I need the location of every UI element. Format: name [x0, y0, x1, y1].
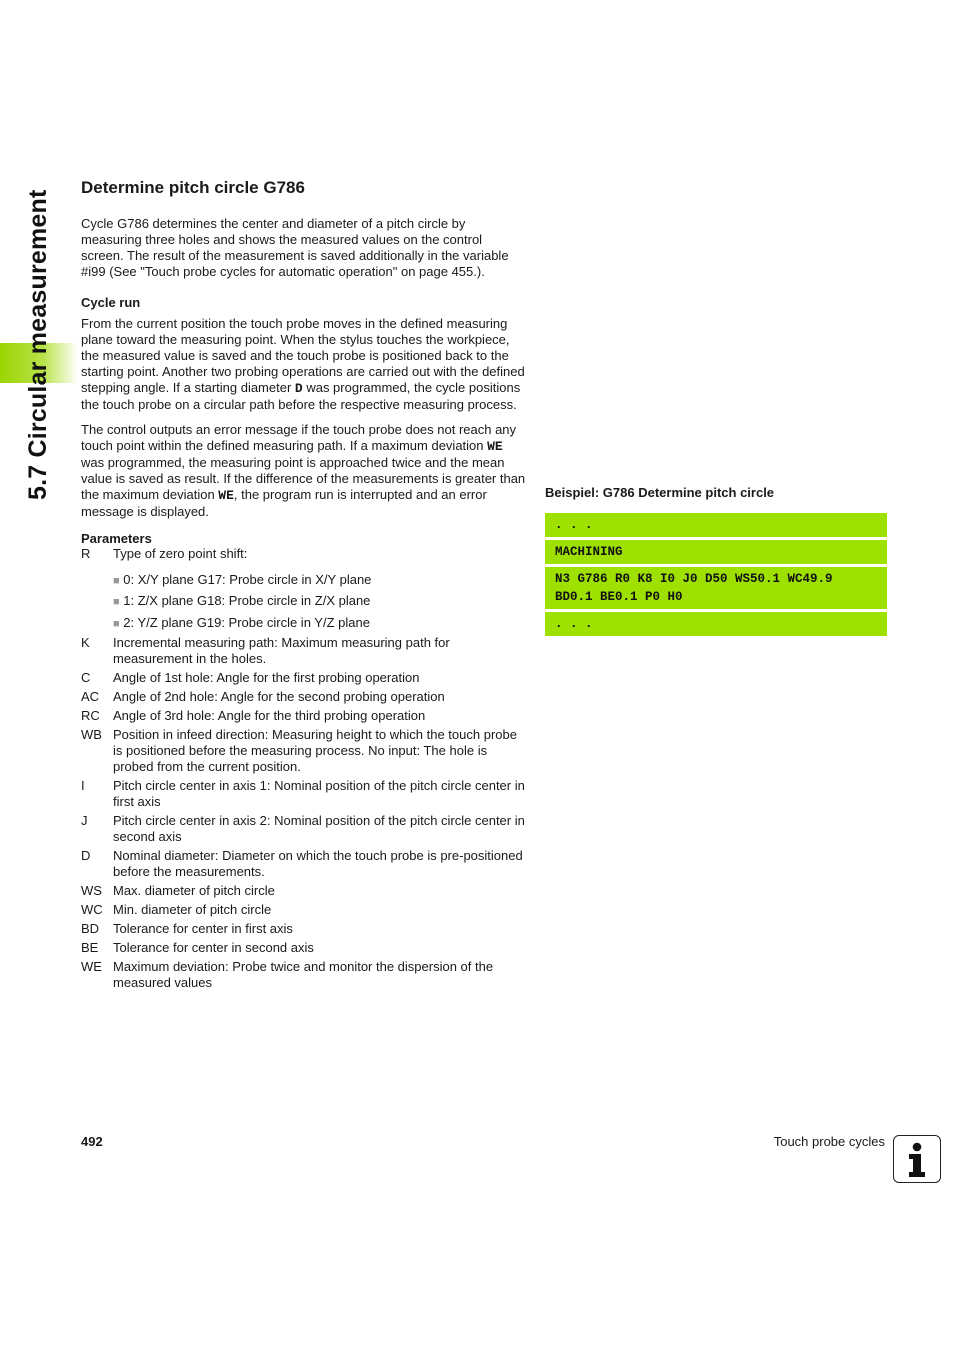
param-desc: Min. diameter of pitch circle	[113, 902, 272, 917]
bullet-square-icon: ■	[113, 618, 120, 630]
param-row-wc	[81, 902, 527, 918]
code-we-1: WE	[487, 439, 503, 454]
param-row-wb	[81, 727, 527, 775]
param-row-k	[81, 635, 527, 667]
param-desc: Tolerance for center in first axis	[113, 921, 293, 936]
param-desc: Incremental measuring path: Maximum measuring path for measurement in the holes.	[113, 635, 450, 666]
cycle-run-paragraph-2	[81, 422, 527, 520]
param-key: R	[81, 546, 91, 561]
param-desc: Angle of 2nd hole: Angle for the second probing operation	[113, 689, 445, 704]
code-line: MACHINING	[545, 540, 887, 564]
param-desc: Pitch circle center in axis 1: Nominal position of the pitch circle center in first axis	[113, 778, 525, 809]
main-text-column	[81, 216, 527, 991]
param-desc: Tolerance for center in second axis	[113, 940, 314, 955]
code-d: D	[294, 381, 303, 396]
param-row-c	[81, 670, 527, 686]
bullet-square-icon: ■	[113, 575, 120, 587]
param-row-ws	[81, 883, 527, 899]
param-desc: Maximum deviation: Probe twice and monitor the dispersion of the measured values	[113, 959, 494, 990]
param-row-i	[81, 778, 527, 810]
cycle-run-p1-text-b: was programmed, the cycle positions the touch probe on a circular path before the respective measuring process.	[81, 380, 521, 412]
param-desc: Type of zero point shift:	[113, 546, 248, 561]
chapter-title-vertical: 5.7 Circular measurement	[24, 189, 52, 500]
code-line: N3 G786 R0 K8 I0 J0 D50 WS50.1 WC49.9 BD0.1 BE0.1 P0 H0	[545, 567, 887, 609]
param-row-rc	[81, 708, 527, 724]
param-desc: Angle of 3rd hole: Angle for the third probing operation	[113, 708, 426, 723]
param-key: K	[81, 635, 90, 650]
param-row-j	[81, 813, 527, 845]
r-option-0	[81, 572, 527, 589]
param-key: WB	[81, 727, 102, 742]
param-key: C	[81, 670, 91, 685]
param-key: BE	[81, 940, 99, 955]
r-option-text: 0: X/Y plane G17: Probe circle in X/Y plane	[123, 572, 372, 587]
example-code-block	[545, 513, 887, 639]
section-heading: Determine pitch circle G786	[81, 178, 305, 197]
r-option-text: 1: Z/X plane G18: Probe circle in Z/X plane	[123, 593, 371, 608]
cycle-run-p2-text-c: , the program run is interrupted and an error message is displayed.	[81, 487, 487, 519]
parameters-title: Parameters	[81, 531, 152, 546]
param-key: AC	[81, 689, 100, 704]
param-key: WC	[81, 902, 103, 917]
parameter-list	[81, 635, 527, 991]
cycle-run-p1-text-a: From the current position the touch probe moves in the defined measuring plane toward the measuring point. When the stylus touches the workpiece, the measured value is saved and the touch probe is positioned back to the starting point. Another two probing operations are carried out with the defined stepping angle. If a starting diameter	[81, 316, 525, 395]
param-row-bd	[81, 921, 527, 937]
param-desc: Pitch circle center in axis 2: Nominal position of the pitch circle center in second axis	[113, 813, 525, 844]
r-option-1	[81, 593, 527, 610]
param-key: I	[81, 778, 85, 793]
code-line: . . .	[545, 513, 887, 537]
param-desc: Max. diameter of pitch circle	[113, 883, 275, 898]
cycle-run-paragraph-1	[81, 316, 527, 413]
code-line: . . .	[545, 612, 887, 636]
footer-section-title: Touch probe cycles	[773, 1134, 885, 1149]
cycle-run-p2-text-b: was programmed, the measuring point is approached twice and the mean value is saved as result. If the difference of the measurements is greater than the maximum deviation	[81, 455, 526, 502]
param-key: BD	[81, 921, 100, 936]
page-number: 492	[81, 1134, 103, 1149]
param-key: D	[81, 848, 91, 863]
cycle-run-p2-text-a: The control outputs an error message if the touch probe does not reach any touch point within the defined measuring path. If a maximum deviation	[81, 422, 517, 453]
param-key: RC	[81, 708, 100, 723]
param-row-be	[81, 940, 527, 956]
param-key: WE	[81, 959, 102, 974]
param-row-we	[81, 959, 527, 991]
bullet-square-icon: ■	[113, 596, 120, 608]
example-caption: Beispiel: G786 Determine pitch circle	[545, 485, 775, 500]
param-desc: Angle of 1st hole: Angle for the first probing operation	[113, 670, 420, 685]
param-row-r	[81, 546, 527, 562]
info-i-glyph	[894, 1136, 939, 1181]
param-row-ac	[81, 689, 527, 705]
intro-paragraph: Cycle G786 determines the center and diameter of a pitch circle by measuring three holes and shows the measured values on the control screen. The result of the measurement is saved additionally in the variable #i99 (See "Touch probe cycles for automatic operation" on page 455.).	[81, 216, 509, 279]
param-key: WS	[81, 883, 102, 898]
info-icon	[893, 1135, 941, 1183]
r-option-text: 2: Y/Z plane G19: Probe circle in Y/Z plane	[123, 615, 370, 630]
param-row-d	[81, 848, 527, 880]
param-desc: Nominal diameter: Diameter on which the touch probe is pre-positioned before the measurements.	[113, 848, 523, 879]
param-desc: Position in infeed direction: Measuring height to which the touch probe is positioned before the measuring process. No input: The hole is probed from the current position.	[113, 727, 517, 774]
r-option-2	[81, 615, 527, 632]
code-we-2: WE	[218, 488, 234, 503]
param-key: J	[81, 813, 88, 828]
cycle-run-title: Cycle run	[81, 295, 141, 310]
